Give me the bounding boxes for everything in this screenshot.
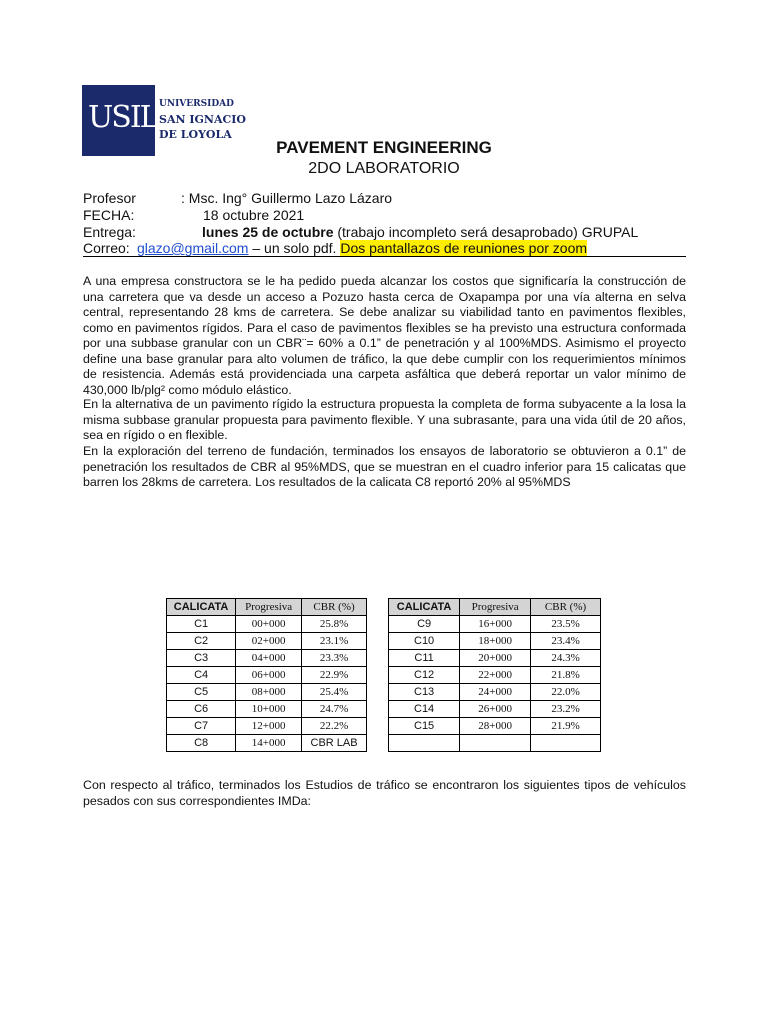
calicata-cell: C12	[389, 667, 460, 684]
fecha-value: 18 octubre 2021	[203, 207, 305, 223]
progresiva-cell: 04+000	[236, 650, 302, 667]
cbr-cell: 23.3%	[302, 650, 367, 667]
cbr-cell: 23.5%	[531, 616, 601, 633]
progresiva-cell: 08+000	[236, 684, 302, 701]
header-calicata: CALICATA	[167, 599, 236, 616]
header-divider	[83, 256, 686, 257]
progresiva-cell: 10+000	[236, 701, 302, 718]
correo-label: Correo:	[83, 240, 130, 256]
cbr-cell: CBR LAB	[302, 735, 367, 752]
progresiva-cell: 26+000	[460, 701, 531, 718]
logo-initials: USIL	[88, 100, 158, 135]
cbr-cell: 25.8%	[302, 616, 367, 633]
paragraph-intro: A una empresa constructora se le ha pedido pueda alcanzar los costos que significaría la construcción de una carretera que va desde un acceso a Pozuzo hasta cerca de Oxapampa por una vía alterna en selva central, representando 28 kms de carretera. Se debe analizar su viabilidad tanto en pavimentos flexibles, como en pavimentos rígidos. Para el caso de pavimentos flexibles se ha previsto una estructura conformada por una subbase granular con un CBR¨= 60% a 0.1” de penetración y al 100%MDS. Asimismo el proyecto define una base granular para alto volumen de tráfico, la que debe cumplir con los requerimientos mínimos de resistencia. Además está providenciada una carpeta asfáltica que deberá reportar un valor mínimo de 430,000 lb/plg² como módulo elástico.	[83, 274, 686, 397]
calicata-cell	[389, 735, 460, 752]
header-progresiva: Progresiva	[460, 599, 531, 616]
header-calicata: CALICATA	[389, 599, 460, 616]
progresiva-cell: 12+000	[236, 718, 302, 735]
progresiva-cell: 22+000	[460, 667, 531, 684]
cbr-cell: 21.8%	[531, 667, 601, 684]
cbr-cell: 24.3%	[531, 650, 601, 667]
progresiva-cell	[460, 735, 531, 752]
calicata-cell: C2	[167, 633, 236, 650]
paragraph-rigid: En la alternativa de un pavimento rígido la estructura propuesta la completa de forma subyacente a la losa la misma subbase granular propuesta para pavimento flexible. Y una subrasante, para una vida útil de 20 años, sea en rígido o en flexible.	[83, 397, 686, 442]
fecha-label: FECHA:	[83, 207, 135, 223]
progresiva-cell: 14+000	[236, 735, 302, 752]
cbr-cell: 22.9%	[302, 667, 367, 684]
table-row	[389, 701, 601, 718]
logo-line-3: DE LOYOLA	[159, 128, 232, 141]
table-row	[167, 718, 367, 735]
cbr-cell: 22.0%	[531, 684, 601, 701]
calicata-cell: C1	[167, 616, 236, 633]
logo-line-2: SAN IGNACIO	[159, 113, 246, 126]
profesor-row	[83, 190, 392, 206]
cbr-cell	[531, 735, 601, 752]
correo-row	[83, 240, 587, 256]
table-row	[167, 633, 367, 650]
table-row	[167, 735, 367, 752]
progresiva-cell: 28+000	[460, 718, 531, 735]
table-row	[389, 718, 601, 735]
table-row	[167, 650, 367, 667]
table-row	[389, 735, 601, 752]
highlighted-note: Dos pantallazos de reuniones por zoom	[340, 240, 588, 256]
profesor-value: : Msc. Ing° Guillermo Lazo Lázaro	[181, 190, 393, 206]
cbr-cell: 23.2%	[531, 701, 601, 718]
header-cbr: CBR (%)	[531, 599, 601, 616]
progresiva-cell: 02+000	[236, 633, 302, 650]
calicata-cell: C9	[389, 616, 460, 633]
calicata-cell: C15	[389, 718, 460, 735]
logo-line-1: UNIVERSIDAD	[159, 99, 234, 109]
calicata-cell: C3	[167, 650, 236, 667]
progresiva-cell: 06+000	[236, 667, 302, 684]
table-row	[167, 684, 367, 701]
cbr-cell: 25.4%	[302, 684, 367, 701]
table-row	[167, 701, 367, 718]
calicata-cell: C14	[389, 701, 460, 718]
page-subtitle: 2DO LABORATORIO	[308, 160, 460, 177]
table-row	[389, 616, 601, 633]
table-row	[389, 650, 601, 667]
calicata-cell: C13	[389, 684, 460, 701]
table-row	[389, 684, 601, 701]
calicata-cell: C10	[389, 633, 460, 650]
progresiva-cell: 20+000	[460, 650, 531, 667]
email-link[interactable]: glazo@gmail.com	[137, 240, 249, 256]
paragraph-exploration: En la exploración del terreno de fundación, terminados los ensayos de laboratorio se obtuvieron a 0.1” de penetración los resultados de CBR al 95%MDS, que se muestran en el cuadro inferior para 15 calicatas que barren los 28kms de carretera. Los resultados de la calicata C8 reportó 20% al 95%MDS	[83, 444, 686, 489]
calicata-cell: C5	[167, 684, 236, 701]
cbr-table-right	[388, 598, 601, 752]
table-row	[167, 616, 367, 633]
fecha-row	[83, 207, 304, 223]
cbr-cell: 23.1%	[302, 633, 367, 650]
entrega-label: Entrega:	[83, 224, 136, 240]
entrega-note: (trabajo incompleto será desaprobado) GRUPAL	[333, 224, 639, 240]
cbr-table-left	[166, 598, 367, 752]
correo-note: – un solo pdf.	[248, 240, 341, 256]
paragraph-traffic: Con respecto al tráfico, terminados los Estudios de tráfico se encontraron los siguientes tipos de vehículos pesados con sus correspondientes IMDa:	[83, 778, 686, 808]
page-title: PAVEMENT ENGINEERING	[276, 138, 492, 157]
cbr-cell: 22.2%	[302, 718, 367, 735]
calicata-cell: C8	[167, 735, 236, 752]
header-cbr: CBR (%)	[302, 599, 367, 616]
table-row	[389, 667, 601, 684]
cbr-cell: 23.4%	[531, 633, 601, 650]
header-progresiva: Progresiva	[236, 599, 302, 616]
calicata-cell: C6	[167, 701, 236, 718]
profesor-label: Profesor	[83, 190, 136, 206]
entrega-date: lunes 25 de octubre	[202, 224, 334, 240]
calicata-cell: C7	[167, 718, 236, 735]
calicata-cell: C11	[389, 650, 460, 667]
progresiva-cell: 24+000	[460, 684, 531, 701]
cbr-cell: 21.9%	[531, 718, 601, 735]
progresiva-cell: 18+000	[460, 633, 531, 650]
progresiva-cell: 00+000	[236, 616, 302, 633]
entrega-row	[83, 224, 638, 240]
table-row	[389, 633, 601, 650]
cbr-cell: 24.7%	[302, 701, 367, 718]
table-row	[167, 667, 367, 684]
calicata-cell: C4	[167, 667, 236, 684]
progresiva-cell: 16+000	[460, 616, 531, 633]
